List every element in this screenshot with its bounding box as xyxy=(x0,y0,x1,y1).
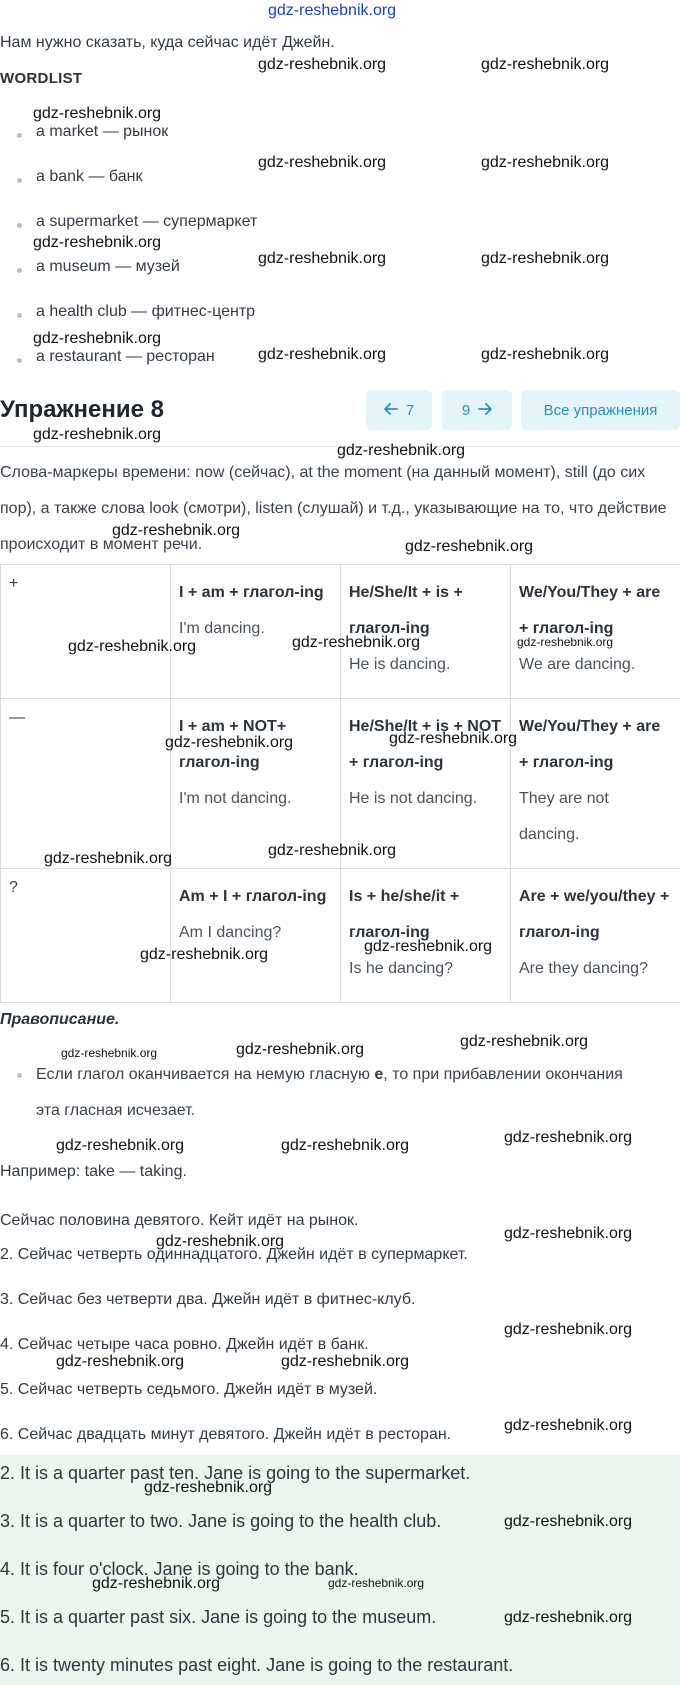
watermark: gdz-reshebnik.org xyxy=(144,1479,273,1496)
watermark: gdz-reshebnik.org xyxy=(258,56,387,73)
watermark: gdz-reshebnik.org xyxy=(258,154,387,171)
watermark: gdz-reshebnik.org xyxy=(364,938,493,955)
example-text: He is dancing. xyxy=(349,656,451,673)
russian-line: 6. Сейчас двадцать минут девятого. Джейн идёт в ресторан. xyxy=(0,1426,452,1443)
russian-line: 5. Сейчас четверть седьмого. Джейн идёт в музей. xyxy=(0,1381,378,1398)
watermark: gdz-reshebnik.org xyxy=(112,522,241,539)
watermark: gdz-reshebnik.org xyxy=(481,56,610,73)
bullet-icon xyxy=(17,1073,22,1078)
wordlist-item: a health club — фитнес-центр xyxy=(36,303,256,320)
rule-text: Are + we/you/they + глагол-ing xyxy=(519,888,670,941)
russian-line: 3. Сейчас без четверти два. Джейн идёт в фитнес-клуб. xyxy=(0,1291,416,1308)
table-cell xyxy=(171,869,341,1003)
bullet-icon xyxy=(17,358,22,363)
watermark: gdz-reshebnik.org xyxy=(405,538,534,555)
watermark: gdz-reshebnik.org xyxy=(165,734,294,751)
wordlist-item: a bank — банк xyxy=(36,168,143,185)
watermark: gdz-reshebnik.org xyxy=(281,1353,410,1370)
watermark: gdz-reshebnik.org xyxy=(504,1225,633,1242)
watermark: gdz-reshebnik.org xyxy=(33,330,162,347)
watermark: gdz-reshebnik.org xyxy=(460,1033,589,1050)
bullet-icon xyxy=(17,133,22,138)
watermark: gdz-reshebnik.org xyxy=(292,634,421,651)
spelling-title: Правописание. xyxy=(0,1011,120,1028)
watermark: gdz-reshebnik.org xyxy=(61,1046,158,1060)
watermark: gdz-reshebnik.org xyxy=(268,2,397,19)
table-row xyxy=(1,699,680,869)
table-cell xyxy=(511,565,680,699)
watermark: gdz-reshebnik.org xyxy=(328,1576,425,1590)
sign-cell: ? xyxy=(1,869,171,1003)
rule-text: Am + I + глагол-ing xyxy=(179,888,327,905)
watermark: gdz-reshebnik.org xyxy=(504,1321,633,1338)
example-text: I'm dancing. xyxy=(179,620,265,637)
watermark: gdz-reshebnik.org xyxy=(389,730,518,747)
bullet-icon xyxy=(17,223,22,228)
arrow-left-icon xyxy=(384,402,398,419)
watermark: gdz-reshebnik.org xyxy=(504,1417,633,1434)
next-exercise-label: 9 xyxy=(461,401,471,419)
table-cell xyxy=(341,699,511,869)
watermark: gdz-reshebnik.org xyxy=(140,946,269,963)
watermark: gdz-reshebnik.org xyxy=(68,638,197,655)
spelling-example: Например: take — taking. xyxy=(0,1163,187,1180)
watermark: gdz-reshebnik.org xyxy=(504,1513,633,1530)
bullet-icon xyxy=(17,268,22,273)
example-text: Are they dancing? xyxy=(519,960,648,977)
watermark: gdz-reshebnik.org xyxy=(504,1129,633,1146)
example-text: I'm not dancing. xyxy=(179,790,292,807)
sign-cell: — xyxy=(1,699,171,869)
rule-text: Is + he/she/it + глагол-ing xyxy=(349,888,460,941)
all-exercises-button[interactable]: Все упражнения xyxy=(521,390,680,430)
answer-line: 3. It is a quarter to two. Jane is going to the health club. xyxy=(0,1511,442,1531)
watermark: gdz-reshebnik.org xyxy=(33,105,162,122)
example-text: He is not dancing. xyxy=(349,790,478,807)
russian-line: 2. Сейчас четверть одиннадцатого. Джейн идёт в супермаркет. xyxy=(0,1246,468,1263)
bullet-icon xyxy=(17,178,22,183)
grammar-table xyxy=(0,564,680,1003)
table-cell xyxy=(171,565,341,699)
watermark: gdz-reshebnik.org xyxy=(268,842,397,859)
rule-text: I + am + NOT+ глагол-ing xyxy=(179,718,287,771)
divider xyxy=(0,446,680,447)
answer-line: 4. It is four o'clock. Jane is going to the bank. xyxy=(0,1559,359,1579)
watermark: gdz-reshebnik.org xyxy=(337,442,466,459)
watermark: gdz-reshebnik.org xyxy=(517,635,614,649)
watermark: gdz-reshebnik.org xyxy=(236,1041,365,1058)
sign-cell: + xyxy=(1,565,171,699)
rule-text: He/She/It + is + NOT + глагол-ing xyxy=(349,718,502,771)
rule-text: I + am + глагол-ing xyxy=(179,584,324,601)
watermark: gdz-reshebnik.org xyxy=(481,154,610,171)
watermark: gdz-reshebnik.org xyxy=(33,426,162,443)
answer-line: 5. It is a quarter past six. Jane is going to the museum. xyxy=(0,1607,437,1627)
answer-line: 6. It is twenty minutes past eight. Jane is going to the restaurant. xyxy=(0,1655,514,1675)
watermark: gdz-reshebnik.org xyxy=(258,346,387,363)
table-cell xyxy=(511,869,680,1003)
table-cell xyxy=(341,869,511,1003)
watermark: gdz-reshebnik.org xyxy=(156,1233,285,1250)
wordlist-item: a restaurant — ресторан xyxy=(36,348,215,365)
table-cell xyxy=(171,699,341,869)
watermark: gdz-reshebnik.org xyxy=(33,234,162,251)
exercise-title: Упражнение 8 xyxy=(0,396,164,423)
table-cell xyxy=(341,565,511,699)
prev-exercise-button[interactable] xyxy=(366,390,432,430)
watermark: gdz-reshebnik.org xyxy=(504,1609,633,1626)
wordlist-title: WORDLIST xyxy=(0,70,83,87)
russian-line: Сейчас половина девятого. Кейт идёт на рынок. xyxy=(0,1212,359,1229)
watermark: gdz-reshebnik.org xyxy=(44,850,173,867)
spelling-rule: Если глагол оканчивается на немую гласную е, то при прибавлении окончания эта гласная исчезает. xyxy=(36,1066,623,1119)
intro-text: Нам нужно сказать, куда сейчас идёт Джейн. xyxy=(0,34,335,51)
prev-exercise-label: 7 xyxy=(405,401,415,419)
wordlist-item: a supermarket — супермаркет xyxy=(36,213,258,230)
watermark: gdz-reshebnik.org xyxy=(56,1353,185,1370)
table-cell xyxy=(511,699,680,869)
rule-text: He/She/It + is + глагол-ing xyxy=(349,584,463,637)
table-row xyxy=(1,565,680,699)
table-row xyxy=(1,869,680,1003)
rule-text: We/You/They + are + глагол-ing xyxy=(519,584,661,637)
wordlist-item: a market — рынок xyxy=(36,123,169,140)
russian-line: 4. Сейчас четыре часа ровно. Джейн идёт в банк. xyxy=(0,1336,369,1353)
answer-line: 2. It is a quarter past ten. Jane is going to the supermarket. xyxy=(0,1463,471,1483)
watermark: gdz-reshebnik.org xyxy=(481,346,610,363)
rule-text: We/You/They + are + глагол-ing xyxy=(519,718,661,771)
spelling-letter: е xyxy=(374,1066,384,1083)
example-text: Is he dancing? xyxy=(349,960,454,977)
watermark: gdz-reshebnik.org xyxy=(56,1137,185,1154)
watermark: gdz-reshebnik.org xyxy=(281,1137,410,1154)
bullet-icon xyxy=(17,313,22,318)
next-exercise-button[interactable] xyxy=(442,390,512,430)
example-text: We are dancing. xyxy=(519,656,636,673)
watermark: gdz-reshebnik.org xyxy=(481,250,610,267)
watermark: gdz-reshebnik.org xyxy=(258,250,387,267)
example-text: Am I dancing? xyxy=(179,924,282,941)
example-text: They are not dancing. xyxy=(519,790,609,843)
wordlist-item: a museum — музей xyxy=(36,258,180,275)
watermark: gdz-reshebnik.org xyxy=(92,1575,221,1592)
markers-text: Слова-маркеры времени: now (сейчас), at the moment (на данный момент), still (до сих пор), а также слова look (смотри), listen (слушай) и т.д., указывающие на то, что действие происходит в момент речи. xyxy=(0,464,667,553)
arrow-right-icon xyxy=(478,402,492,419)
